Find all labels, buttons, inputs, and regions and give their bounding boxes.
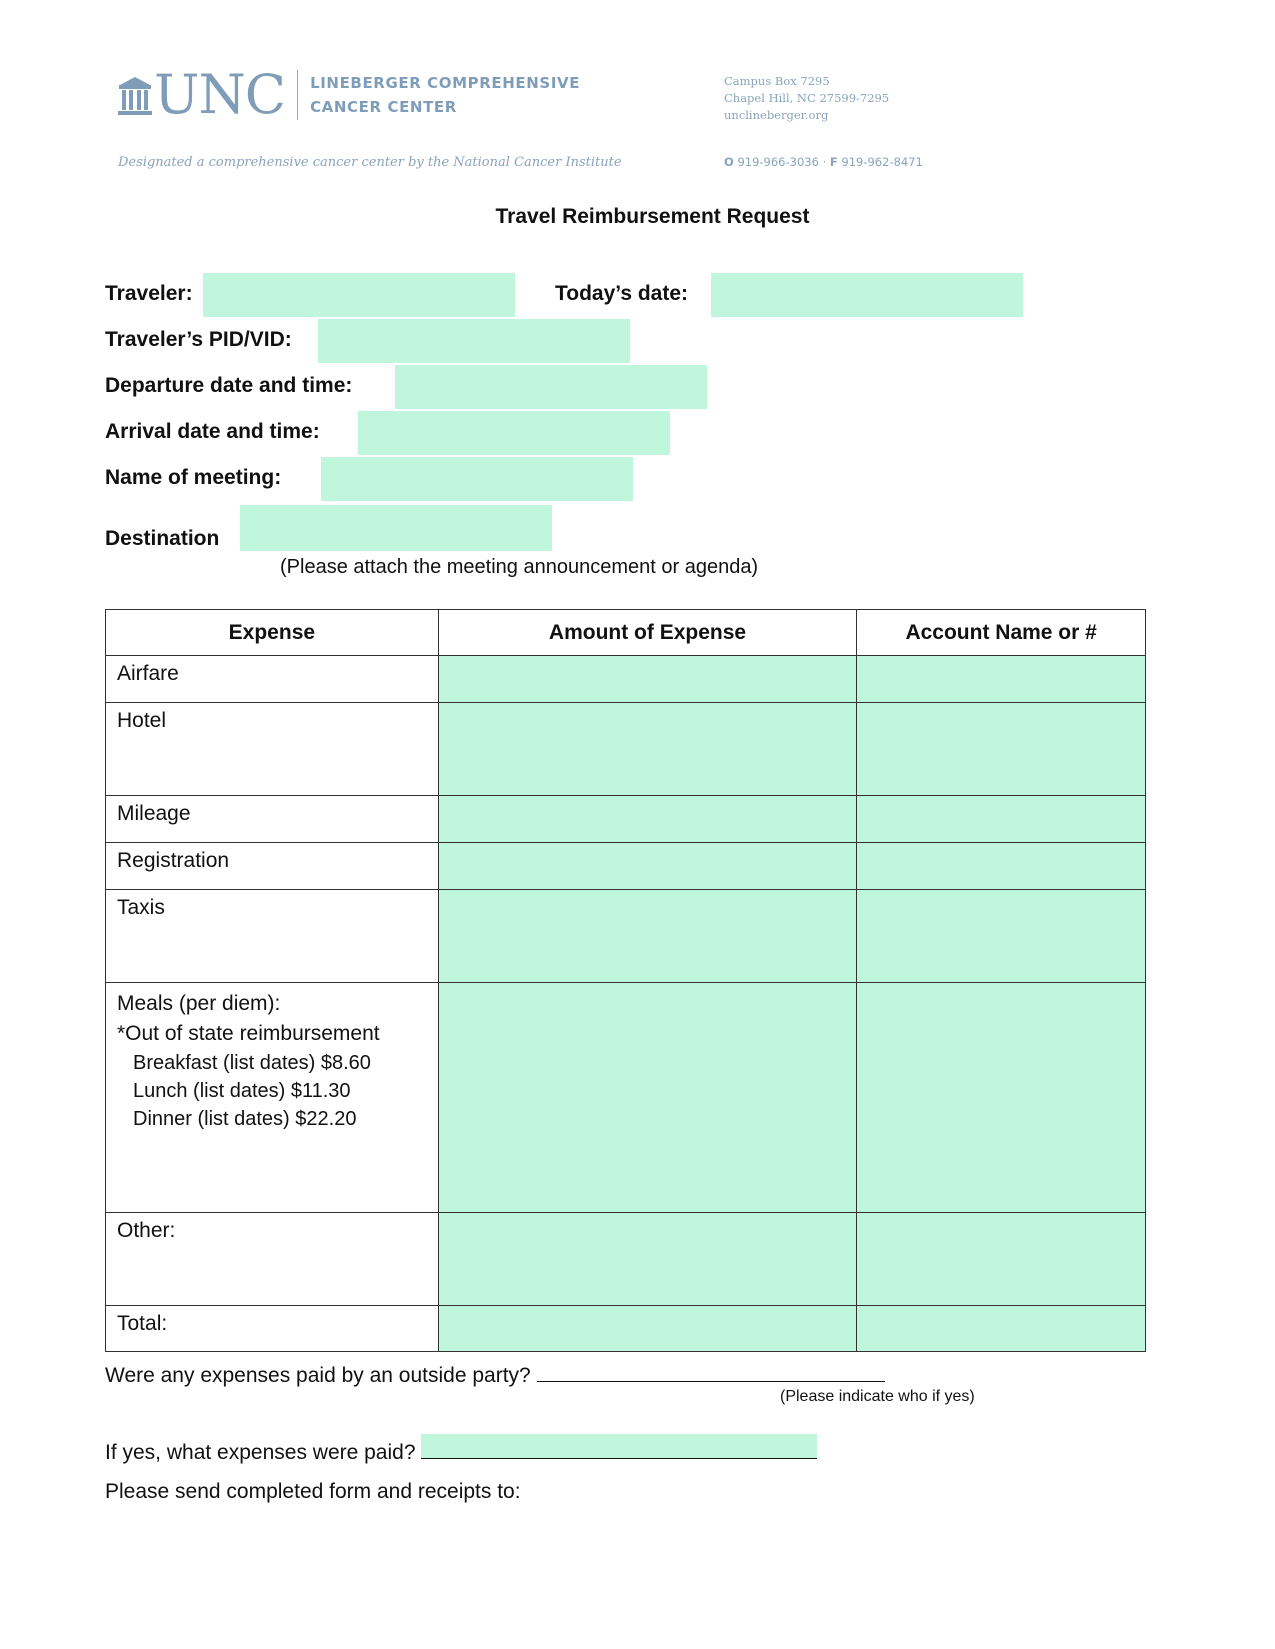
table-header-row	[106, 610, 1146, 656]
pid-field[interactable]	[318, 319, 630, 363]
account-total-field[interactable]	[857, 1306, 1146, 1352]
paid-expenses-field[interactable]	[421, 1434, 817, 1459]
paid-row	[105, 1434, 817, 1465]
amount-airfare-field[interactable]	[438, 656, 857, 703]
org-name	[310, 71, 580, 119]
page-title: Travel Reimbursement Request	[495, 205, 810, 228]
org-name-line2: CANCER CENTER	[310, 98, 457, 116]
outside-party-field[interactable]	[537, 1357, 885, 1382]
send-to-text: Please send completed form and receipts to:	[105, 1480, 521, 1503]
meeting-label: Name of meeting:	[105, 466, 282, 489]
meals-lunch: Lunch (list dates) $11.30	[133, 1080, 351, 1102]
amount-other-field[interactable]	[438, 1213, 857, 1306]
header-amount: Amount of Expense	[438, 610, 857, 656]
meals-breakfast: Breakfast (list dates) $8.60	[133, 1052, 371, 1074]
attach-note: (Please attach the meeting announcement or agenda)	[280, 556, 759, 578]
arrival-label: Arrival date and time:	[105, 420, 320, 443]
account-meals-field[interactable]	[857, 983, 1146, 1213]
expense-registration: Registration	[106, 843, 439, 890]
expense-other: Other:	[106, 1213, 439, 1306]
pid-label: Traveler’s PID/VID:	[105, 328, 292, 351]
tagline: Designated a comprehensive cancer center by the National Cancer Institute	[118, 155, 622, 170]
table-row	[106, 656, 1146, 703]
table-row	[106, 983, 1146, 1213]
address-block	[724, 73, 889, 124]
arrival-field[interactable]	[358, 411, 670, 455]
unc-logo	[116, 63, 581, 126]
amount-registration-field[interactable]	[438, 843, 857, 890]
todays-date-label: Today’s date:	[555, 282, 689, 305]
destination-field[interactable]	[240, 505, 552, 551]
website: unclineberger.org	[724, 108, 829, 122]
meals-dinner: Dinner (list dates) $22.20	[133, 1108, 357, 1130]
paid-question: If yes, what expenses were paid?	[105, 1441, 416, 1464]
outside-party-question: Were any expenses paid by an outside party?	[105, 1364, 531, 1387]
unc-logo-mark	[116, 63, 286, 126]
amount-mileage-field[interactable]	[438, 796, 857, 843]
address-line1: Campus Box 7295	[724, 74, 830, 88]
meals-label: Meals (per diem):	[117, 992, 281, 1015]
contact-numbers	[724, 155, 954, 169]
expense-mileage: Mileage	[106, 796, 439, 843]
account-taxis-field[interactable]	[857, 890, 1146, 983]
phone-label: O	[724, 155, 734, 169]
todays-date-field[interactable]	[711, 273, 1023, 317]
account-registration-field[interactable]	[857, 843, 1146, 890]
logo-divider	[297, 70, 298, 120]
phone-number: 919-966-3036	[737, 155, 819, 169]
fax-number: 919-962-8471	[841, 155, 923, 169]
amount-meals-field[interactable]	[438, 983, 857, 1213]
table-row	[106, 1306, 1146, 1352]
outside-party-row	[105, 1357, 885, 1388]
traveler-label: Traveler:	[105, 282, 193, 305]
org-name-line1: LINEBERGER COMPREHENSIVE	[310, 74, 581, 92]
account-mileage-field[interactable]	[857, 796, 1146, 843]
table-row	[106, 1213, 1146, 1306]
expense-taxis: Taxis	[106, 890, 439, 983]
expense-meals	[106, 983, 439, 1213]
table-row	[106, 843, 1146, 890]
amount-hotel-field[interactable]	[438, 703, 857, 796]
table-row	[106, 890, 1146, 983]
departure-field[interactable]	[395, 365, 707, 409]
amount-taxis-field[interactable]	[438, 890, 857, 983]
unc-wordmark: UNC	[154, 63, 286, 126]
header-account: Account Name or #	[857, 610, 1146, 656]
expense-total: Total:	[106, 1306, 439, 1352]
separator-dot: ·	[822, 155, 830, 169]
account-hotel-field[interactable]	[857, 703, 1146, 796]
header-expense: Expense	[106, 610, 439, 656]
old-well-icon	[116, 73, 154, 117]
fax-label: F	[829, 155, 838, 169]
expense-table	[105, 609, 1146, 1352]
expense-hotel: Hotel	[106, 703, 439, 796]
outside-party-note: (Please indicate who if yes)	[780, 1388, 975, 1405]
destination-label: Destination	[105, 527, 220, 550]
meeting-field[interactable]	[321, 457, 633, 501]
departure-label: Departure date and time:	[105, 374, 353, 397]
amount-total-field[interactable]	[438, 1306, 857, 1352]
meals-out-of-state: *Out of state reimbursement	[117, 1022, 380, 1045]
account-airfare-field[interactable]	[857, 656, 1146, 703]
account-other-field[interactable]	[857, 1213, 1146, 1306]
expense-airfare: Airfare	[106, 656, 439, 703]
address-line2: Chapel Hill, NC 27599-7295	[724, 91, 890, 105]
traveler-field[interactable]	[203, 273, 515, 317]
table-row	[106, 796, 1146, 843]
table-row	[106, 703, 1146, 796]
